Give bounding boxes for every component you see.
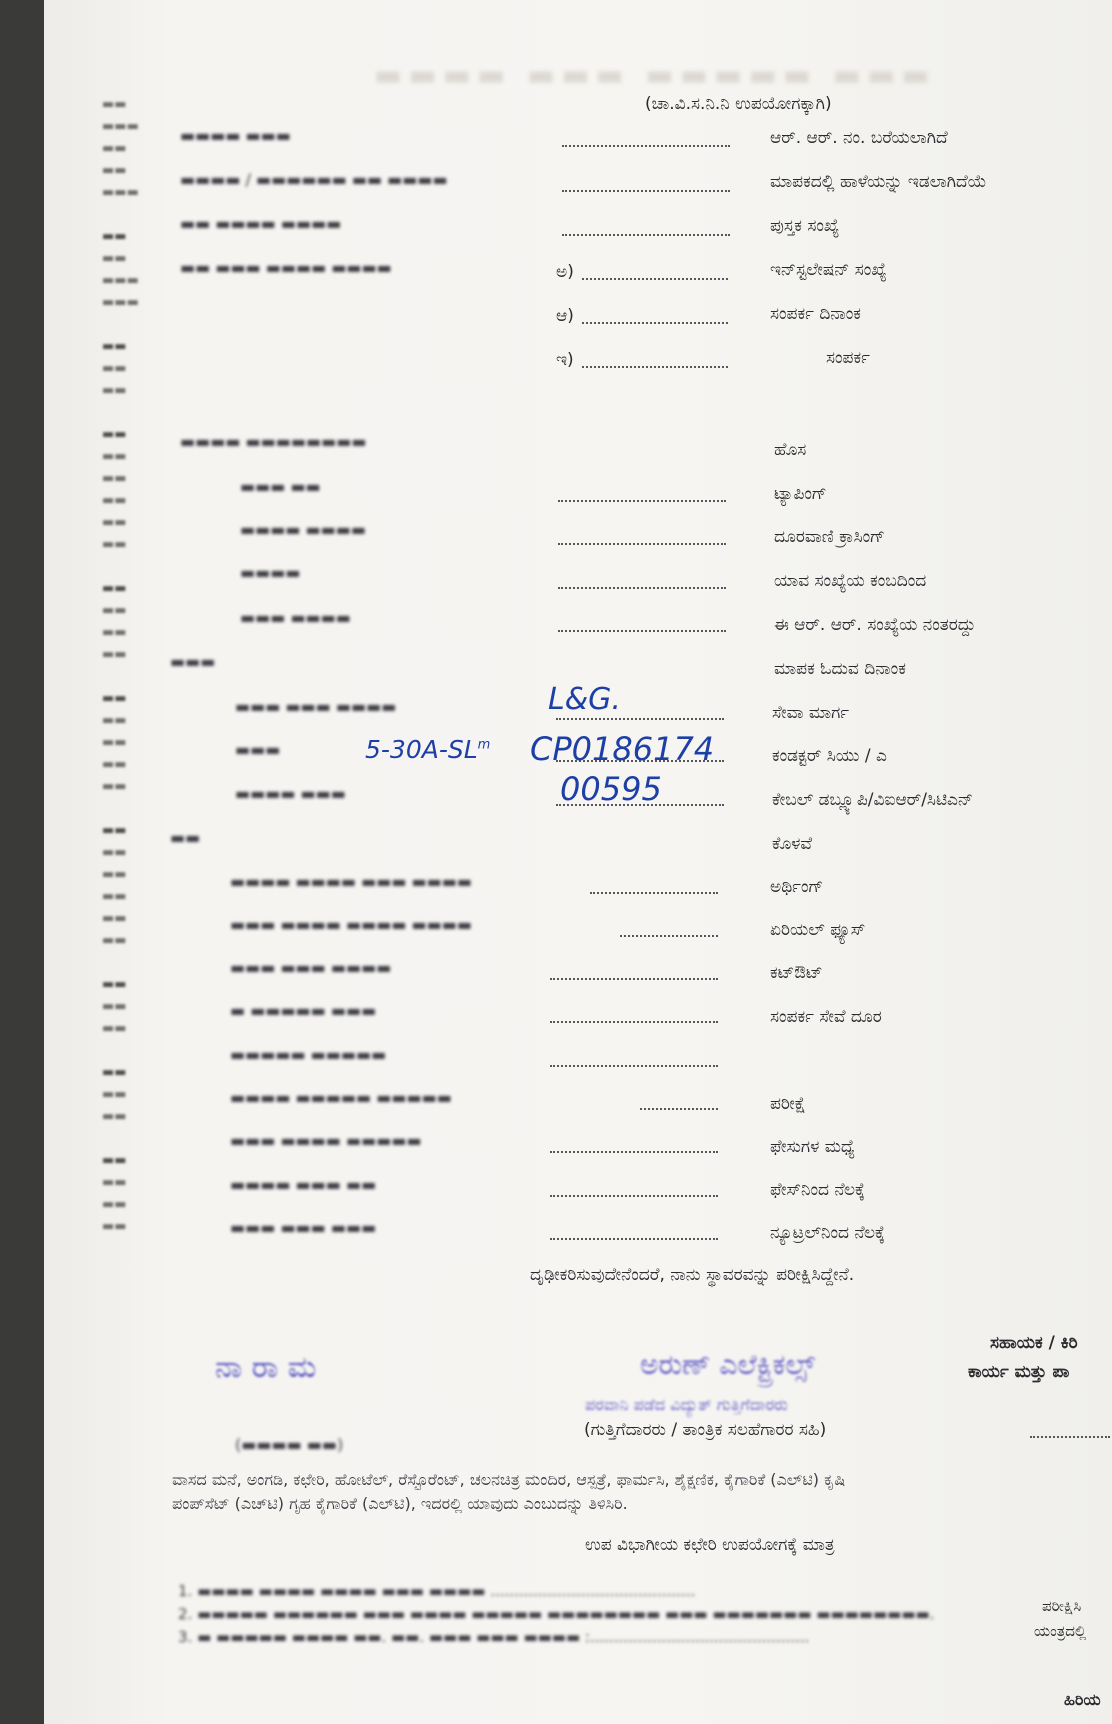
right-label-between-phases: ಫೇಸುಗಳ ಮಧ್ಯೆ <box>770 1137 855 1157</box>
subdivision-item-1: 1. ▬▬▬▬ ▬▬▬▬ ▬▬▬▬ ▬▬▬ ▬▬▬▬ ........................................... <box>178 1582 696 1600</box>
right-label-phase-to-earth: ಫೇಸ್‌ನಿಂದ ನೆಲಕ್ಕೆ <box>770 1180 865 1200</box>
subdivision-section-title: ಉಪ ವಿಭಾಗೀಯ ಕಛೇರಿ ಉಪಯೋಗಕ್ಕೆ ಮಾತ್ರ <box>585 1535 835 1555</box>
right-label-connection-date: ಸಂಪರ್ಕ ದಿನಾಂಕ <box>770 304 861 324</box>
left-label-23: ▬▬▬ ▬▬▬ ▬▬▬ <box>230 1218 377 1237</box>
scan-shadow-edge <box>0 0 44 1724</box>
subdivision-item-2: 2. ▬▬▬▬▬ ▬▬▬▬▬▬ ▬▬▬ ▬▬▬▬ ▬▬▬▬▬ ▬▬▬▬▬▬▬▬ ▬▬▬ ▬▬▬▬▬▬▬ ▬▬▬▬▬▬▬▬. <box>178 1605 935 1623</box>
blank-line <box>1030 1436 1110 1438</box>
blank-line <box>550 1195 718 1197</box>
right-label-pipe: ಕೊಳವೆ <box>772 834 813 854</box>
left-label-21: ▬▬▬ ▬▬▬▬ ▬▬▬▬▬ <box>230 1131 422 1150</box>
item-b-marker: ಆ) <box>556 306 574 326</box>
bottom-right-senior: ಹಿರಿಯ <box>1064 1690 1101 1709</box>
blank-line <box>590 892 718 894</box>
right-label-new: ಹೊಸ <box>774 440 807 460</box>
item-c-marker: ಇ) <box>556 350 574 370</box>
contractor-stamp-name: ಅರುಣ್ ಎಲೆಕ್ಟ್ರಿಕಲ್ಸ್ <box>640 1348 816 1381</box>
handwritten-initial-reading: 00595 <box>560 770 662 808</box>
left-label-12: ▬▬▬ <box>235 740 281 759</box>
left-label-6: ▬▬▬ ▬▬ <box>240 477 321 496</box>
customer-signature: ನಾ ರಾ ಮ <box>215 1350 317 1385</box>
right-label-meter-reading-date: ಮಾಪಕ ಓದುವ ದಿನಾಂಕ <box>774 659 906 679</box>
blank-line <box>550 1065 718 1067</box>
bleed-through-heading: ▬▬▬▬ ▬▬▬ ▬▬▬▬▬ ▬▬▬ <box>374 58 936 93</box>
customer-signature-label: (▬▬▬▬ ▬▬) <box>235 1435 344 1454</box>
right-label-installation-no: ಇನ್‌ಸ್ಟಲೇಷನ್ ಸಂಖ್ಯೆ <box>770 260 887 280</box>
contractor-stamp-subtitle: ಪರವಾನಿ ಪಡೆದ ವಿದ್ಯುತ್ ಗುತ್ತಿಗೆದಾರರು <box>585 1395 788 1414</box>
right-label-telephone-crossing: ದೂರವಾಣಿ ಕ್ರಾಸಿಂಗ್ <box>774 527 885 547</box>
right-label-book-no: ಪುಸ್ತಕ ಸಂಖ್ಯೆ <box>770 216 840 236</box>
left-label-16: ▬▬▬ ▬▬▬▬ ▬▬▬▬ ▬▬▬▬ <box>230 915 473 934</box>
bottom-right-inspected: ಪರೀಕ್ಷಿಸಿ <box>1042 1597 1082 1615</box>
right-label-service-line: ಸೇವಾ ಮಾರ್ಗ <box>772 703 850 723</box>
blank-line <box>550 1151 718 1153</box>
blank-line <box>582 366 728 368</box>
left-label-1: ▬▬▬▬ ▬▬▬ <box>180 126 291 145</box>
left-label-22: ▬▬▬▬ ▬▬▬ ▬▬ <box>230 1175 377 1194</box>
handwritten-meter-make: L&G. <box>548 682 621 717</box>
right-label-after-rr-no: ಈ ಆರ್. ಆರ್. ಸಂಖ್ಯೆಯ ನಂತರದ್ದು <box>774 615 976 635</box>
left-label-9: ▬▬▬ ▬▬▬▬ <box>240 608 351 627</box>
blank-line <box>550 1238 718 1240</box>
left-label-14: ▬▬ <box>170 828 201 847</box>
left-label-20: ▬▬▬▬ ▬▬▬▬▬ ▬▬▬▬▬ <box>230 1088 452 1107</box>
right-label-meter-sheet: ಮಾಪಕದಲ್ಲಿ ಹಾಳೆಯನ್ನು ಇಡಲಾಗಿದೆಯೆ <box>770 172 987 192</box>
right-label-cable: ಕೇಬಲ್ ಡಬ್ಲ್ಯೂಪಿ/ವಿಐಆರ್/ಸಿಟಿಎನ್ <box>772 790 973 810</box>
blank-line <box>558 587 726 589</box>
right-label-rr-no: ಆರ್. ಆರ್. ನಂ. ಬರೆಯಲಾಗಿದೆ <box>770 128 948 148</box>
blank-line <box>558 630 726 632</box>
blank-line <box>556 718 724 720</box>
left-label-17: ▬▬▬ ▬▬▬ ▬▬▬▬ <box>230 958 392 977</box>
left-label-19: ▬▬▬▬▬ ▬▬▬▬▬ <box>230 1045 387 1064</box>
handwritten-meter-serial: CP0186174 <box>530 730 715 768</box>
left-label-8: ▬▬▬▬ <box>240 563 301 582</box>
blank-line <box>562 145 730 147</box>
left-label-13: ▬▬▬▬ ▬▬▬ <box>235 784 346 803</box>
blank-line <box>562 190 730 192</box>
right-label-cutout: ಕಟ್‌ಔಟ್ <box>770 963 823 983</box>
right-label-neutral-to-earth: ನ್ಯೂಟ್ರಲ್‌ನಿಂದ ನೆಲಕ್ಕೆ <box>770 1223 885 1243</box>
left-label-18: ▬ ▬▬▬▬▬ ▬▬▬ <box>230 1001 377 1020</box>
premises-type-line-2: ಪಂಪ್‌ಸೆಟ್ (ಎಚ್‌ಟಿ) ಗೃಹ ಕೈಗಾರಿಕೆ (ಎಲ್‌ಟಿ), ಇದರಲ್ಲಿ ಯಾವುದು ಎಂಬುದನ್ನು ತಿಳಿಸಿರಿ. <box>172 1494 628 1513</box>
assistant-engineer-title: ಸಹಾಯಕ / ಕಿರಿ <box>990 1333 1078 1353</box>
right-label-tapping: ಟ್ಯಾಪಿಂಗ್ <box>774 484 827 504</box>
right-label-pole-no: ಯಾವ ಸಂಖ್ಯೆಯ ಕಂಬದಿಂದ <box>774 571 927 591</box>
blank-line <box>582 322 728 324</box>
blank-line <box>558 500 726 502</box>
blank-line <box>550 1021 718 1023</box>
handwritten-capacity: $5-30A-SL^m$ <box>365 735 491 764</box>
left-label-7: ▬▬▬▬ ▬▬▬▬ <box>240 520 367 539</box>
blank-line <box>550 978 718 980</box>
blank-line <box>562 234 730 236</box>
blank-line <box>558 543 726 545</box>
right-label-test: ಪರೀಕ್ಷೆ <box>770 1094 806 1114</box>
left-label-3: ▬▬ ▬▬▬▬ ▬▬▬▬ <box>180 214 342 233</box>
item-a-marker: ಅ) <box>556 262 574 282</box>
declaration-text: ದೃಢೀಕರಿಸುವುದೇನೆಂದರೆ, ನಾನು ಸ್ಥಾವರವನ್ನು ಪರೀಕ್ಷಿಸಿದ್ದೇನೆ. <box>530 1265 855 1285</box>
subdivision-item-3: 3. ▬ ▬▬▬▬▬ ▬▬▬▬ ▬▬. ▬▬. ▬▬▬ ▬▬▬ ▬▬▬▬ :.............................................. <box>178 1628 810 1646</box>
premises-type-line-1: ವಾಸದ ಮನೆ, ಅಂಗಡಿ, ಕಛೇರಿ, ಹೋಟೆಲ್, ರೆಸ್ಟೊರೆಂಟ್, ಚಲನಚಿತ್ರ ಮಂದಿರ, ಆಸ್ಪತ್ರೆ, ಫಾರ್ಮಸಿ, ಶೈಕ್ಷಣಿಕ, ಕೈಗಾರಿಕೆ (ಎಲ್‌ಟಿ) ಕೃಷಿ <box>172 1470 846 1489</box>
left-label-11: ▬▬▬ ▬▬▬ ▬▬▬▬ <box>235 697 397 716</box>
bottom-right-machine: ಯಂತ್ರದಲ್ಲಿ <box>1034 1622 1087 1640</box>
left-label-2: ▬▬▬▬ / ▬▬▬▬▬▬ ▬▬ ▬▬▬▬ <box>180 170 448 189</box>
right-label-service-distance: ಸಂಪರ್ಕ ಸೇವೆ ದೂರ <box>770 1007 882 1027</box>
blank-line <box>620 935 718 937</box>
blank-line <box>640 1108 718 1110</box>
left-label-10: ▬▬▬ <box>170 652 216 671</box>
right-label-earthing: ಅರ್ಥಿಂಗ್ <box>770 877 824 897</box>
works-section-title: ಕಾರ್ಯ ಮತ್ತು ಪಾ <box>968 1362 1070 1382</box>
left-label-5: ▬▬▬▬ ▬▬▬▬▬▬▬▬ <box>180 432 367 451</box>
left-label-4: ▬▬ ▬▬▬ ▬▬▬▬ ▬▬▬▬ <box>180 258 392 277</box>
blank-line <box>582 278 728 280</box>
left-label-15: ▬▬▬▬ ▬▬▬▬ ▬▬▬ ▬▬▬▬ <box>230 872 473 891</box>
office-use-title: (ಚಾ.ವಿ.ಸ.ನಿ.ನಿ ಉಪಯೋಗಕ್ಕಾಗಿ) <box>645 94 832 114</box>
contractor-signature-label: (ಗುತ್ತಿಗೆದಾರರು / ತಾಂತ್ರಿಕ ಸಲಹೆಗಾರರ ಸಹಿ) <box>584 1420 827 1440</box>
right-label-aerial-fuse: ಏರಿಯಲ್ ಫ್ಯೂಸ್ <box>770 920 866 940</box>
previous-page-margin-text: ▬▬ ▬▬▬ ▬▬ ▬▬ ▬▬▬ ▬▬ ▬▬ ▬▬▬ ▬▬▬ ▬▬ ▬▬ ▬▬ ▬▬ ▬▬ ▬▬ ▬▬ ▬▬ ▬▬ ▬▬ ▬▬ ▬▬ ▬▬ ▬▬ ▬▬ ▬▬ ▬▬ ▬▬ ▬▬ ▬▬ ▬▬ ▬▬ ▬▬ ▬▬ ▬▬ ▬▬ ▬▬ ▬▬ ▬▬ ▬▬ ▬▬ ▬▬ ▬▬ ▬▬ <box>102 97 139 1234</box>
right-label-conductor: ಕಂಡಕ್ಟರ್ ಸಿಯು / ಎ <box>772 746 887 766</box>
right-label-connection: ಸಂಪರ್ಕ <box>826 348 870 368</box>
